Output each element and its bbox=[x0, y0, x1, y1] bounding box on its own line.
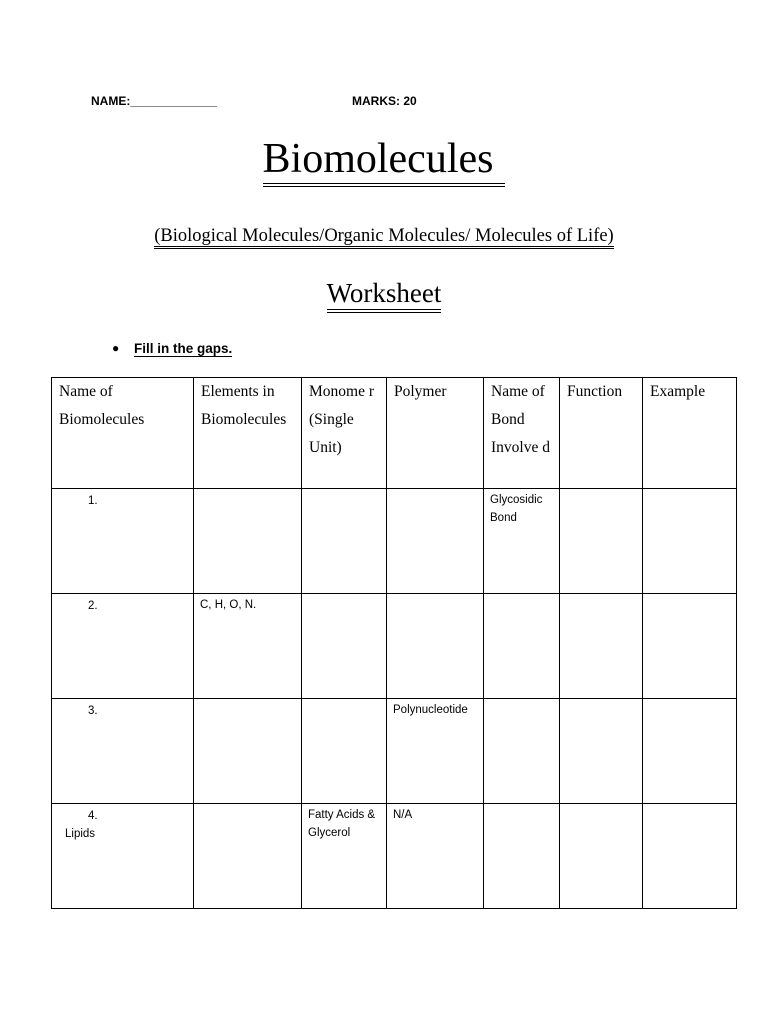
table-cell-monomer[interactable] bbox=[302, 489, 387, 594]
column-header: Monome r (Single Unit) bbox=[302, 378, 387, 489]
row-number: 2. bbox=[88, 600, 98, 612]
table-cell-polymer[interactable] bbox=[387, 594, 484, 699]
row-number: 3. bbox=[88, 705, 98, 717]
marks-label: MARKS: 20 bbox=[352, 94, 417, 108]
cell-text bbox=[560, 699, 642, 701]
table-cell-name[interactable] bbox=[52, 699, 194, 804]
cell-text bbox=[643, 489, 736, 491]
cell-text bbox=[302, 489, 386, 491]
table-cell-monomer[interactable] bbox=[302, 699, 387, 804]
table-cell-elements[interactable] bbox=[194, 804, 302, 909]
table-cell-elements[interactable] bbox=[194, 489, 302, 594]
table-cell-monomer[interactable] bbox=[302, 594, 387, 699]
table-cell-function[interactable] bbox=[560, 594, 643, 699]
cell-text bbox=[302, 699, 386, 701]
table-cell-polymer[interactable] bbox=[387, 804, 484, 909]
cell-text bbox=[560, 804, 642, 806]
table-row bbox=[52, 489, 737, 594]
cell-text bbox=[484, 594, 559, 596]
cell-text bbox=[560, 594, 642, 596]
cell-text bbox=[484, 804, 559, 806]
cell-text bbox=[194, 699, 301, 701]
column-header: Elements in Biomolecules bbox=[194, 378, 302, 489]
row-number: 4. bbox=[88, 810, 98, 822]
table-cell-bond[interactable] bbox=[484, 489, 560, 594]
column-header: Name of Bond Involve d bbox=[484, 378, 560, 489]
table-cell-monomer[interactable] bbox=[302, 804, 387, 909]
cell-text: Polynucleotide bbox=[393, 704, 468, 716]
cell-text: N/A bbox=[393, 809, 413, 821]
table-cell-function[interactable] bbox=[560, 699, 643, 804]
page-subtitle bbox=[0, 224, 768, 248]
cell-text bbox=[194, 489, 301, 491]
cell-text bbox=[387, 594, 483, 596]
table-cell-polymer[interactable] bbox=[387, 699, 484, 804]
biomolecules-table bbox=[51, 377, 737, 909]
table-cell-bond[interactable] bbox=[484, 699, 560, 804]
cell-text bbox=[194, 804, 301, 806]
page-title bbox=[0, 134, 768, 187]
cell-text: Fatty Acids & Glycerol bbox=[308, 809, 376, 839]
cell-text bbox=[643, 804, 736, 806]
table-cell-polymer[interactable] bbox=[387, 489, 484, 594]
table-cell-function[interactable] bbox=[560, 804, 643, 909]
table-cell-example[interactable] bbox=[643, 489, 737, 594]
cell-text bbox=[643, 594, 736, 596]
table-header-row bbox=[52, 378, 737, 489]
table-cell-name[interactable] bbox=[52, 804, 194, 909]
cell-text bbox=[643, 699, 736, 701]
table-cell-function[interactable] bbox=[560, 489, 643, 594]
instruction-item bbox=[112, 341, 232, 356]
bullet-icon: ● bbox=[112, 341, 120, 355]
table-cell-example[interactable] bbox=[643, 804, 737, 909]
table-cell-bond[interactable] bbox=[484, 594, 560, 699]
column-header: Polymer bbox=[387, 378, 484, 489]
table-cell-name[interactable] bbox=[52, 489, 194, 594]
row-number: 1. bbox=[88, 495, 98, 507]
worksheet-heading-text: Worksheet bbox=[327, 277, 442, 313]
column-header: Example bbox=[643, 378, 737, 489]
column-header: Name of Biomolecules bbox=[52, 378, 194, 489]
worksheet-heading bbox=[0, 277, 768, 313]
table-row bbox=[52, 594, 737, 699]
cell-text bbox=[302, 594, 386, 596]
cell-text bbox=[560, 489, 642, 491]
table-row bbox=[52, 699, 737, 804]
cell-text bbox=[484, 699, 559, 701]
name-field-label: NAME:_____________ bbox=[91, 94, 218, 108]
cell-text bbox=[387, 489, 483, 491]
instruction-text: Fill in the gaps. bbox=[134, 341, 233, 356]
table-cell-example[interactable] bbox=[643, 699, 737, 804]
table-cell-elements[interactable] bbox=[194, 594, 302, 699]
page-subtitle-text: (Biological Molecules/Organic Molecules/ Molecules of Life) bbox=[154, 226, 613, 249]
table-row bbox=[52, 804, 737, 909]
cell-text: Glycosidic Bond bbox=[490, 494, 543, 524]
page-title-text: Biomolecules bbox=[263, 135, 506, 187]
table-cell-example[interactable] bbox=[643, 594, 737, 699]
table-cell-name[interactable] bbox=[52, 594, 194, 699]
table-cell-bond[interactable] bbox=[484, 804, 560, 909]
column-header: Function bbox=[560, 378, 643, 489]
table-cell-elements[interactable] bbox=[194, 699, 302, 804]
row-name-text: Lipids bbox=[65, 828, 96, 840]
cell-text: C, H, O, N. bbox=[200, 599, 257, 611]
